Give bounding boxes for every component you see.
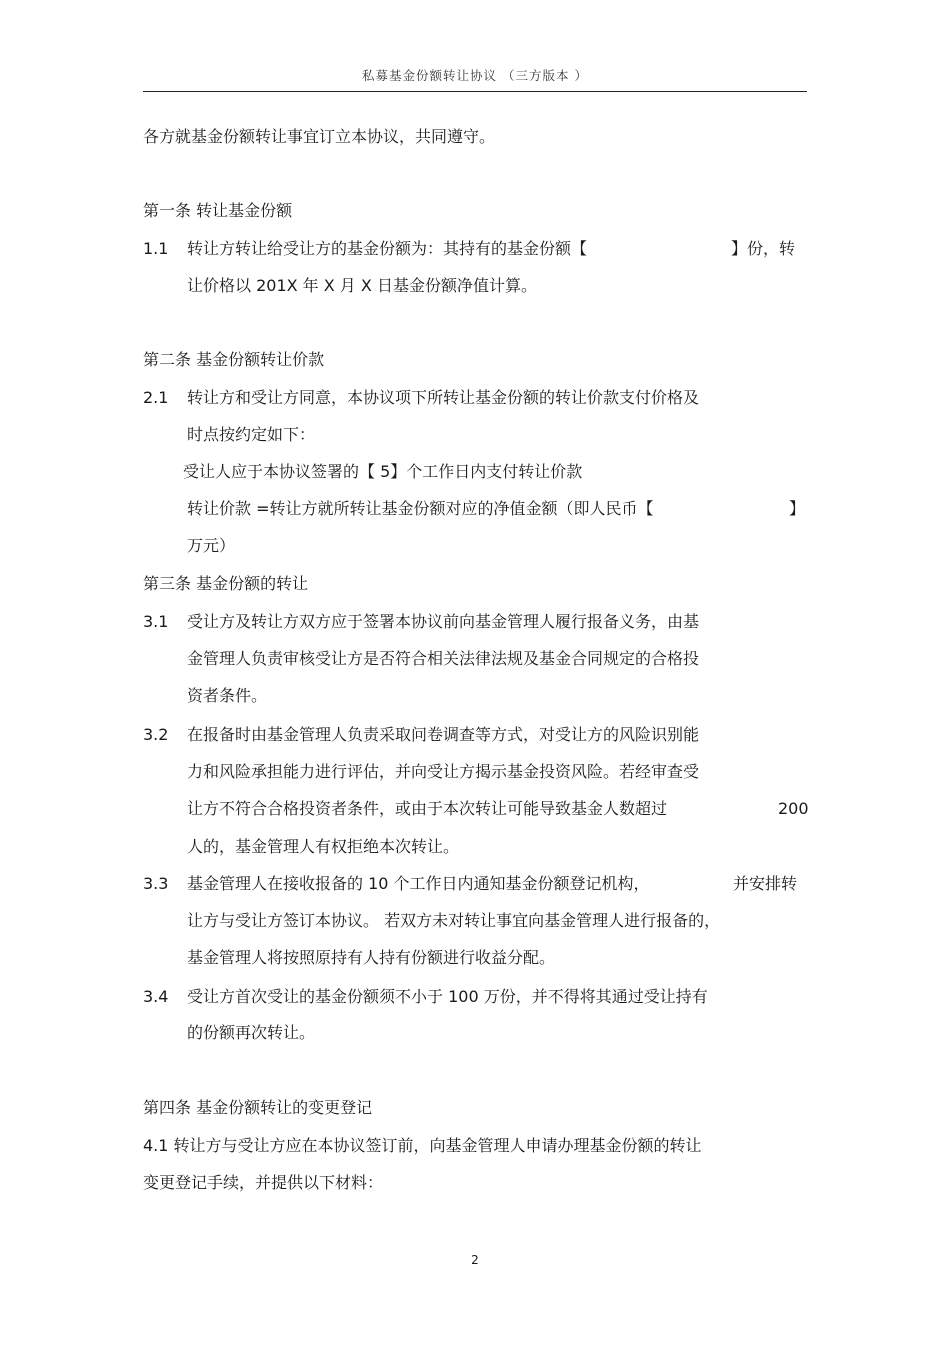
clause-2-1-line-2: 时点按约定如下： <box>187 425 316 444</box>
clause-3-1-line-1: 受让方及转让方双方应于签署本协议前向基金管理人履行报备义务，由基 <box>187 612 700 631</box>
clause-3-4-line-2: 的份额再次转让。 <box>187 1023 316 1042</box>
article-2-title: 第二条 基金份额转让价款 <box>143 350 325 369</box>
clause-3-3-number: 3.3 <box>143 874 169 893</box>
article-3-title: 第三条 基金份额的转让 <box>143 574 309 593</box>
clause-3-1-line-2: 金管理人负责审核受让方是否符合相关法律法规及基金合同规定的合格投 <box>187 649 700 668</box>
clause-3-3-line-3: 基金管理人将按照原持有人持有份额进行收益分配。 <box>187 948 556 967</box>
price-formula-line: 转让价款 =转让方就所转让基金份额对应的净值金额（即人民币【 <box>187 499 654 518</box>
clause-3-2-line-2: 力和风险承担能力进行评估，并向受让方揭示基金投资风险。若经审查受 <box>187 762 700 781</box>
clause-3-1-line-3: 资者条件。 <box>187 686 268 705</box>
clause-1-1-line-1: 转让方转让给受让方的基金份额为：其持有的基金份额【 <box>187 239 588 258</box>
page-number: 2 <box>471 1253 479 1267</box>
clause-3-2-line-4: 人的，基金管理人有权拒绝本次转让。 <box>187 837 460 856</box>
clause-3-3-line-2: 让方与受让方签订本协议。 若双方未对转让事宜向基金管理人进行报备的， <box>187 911 721 930</box>
clause-3-1-number: 3.1 <box>143 612 169 631</box>
price-formula-unit: 万元） <box>187 536 236 555</box>
clause-3-4-line-1: 受让方首次受让的基金份额须不小于 100 万份，并不得将其通过受让持有 <box>187 987 708 1006</box>
clause-1-1-number: 1.1 <box>143 239 169 258</box>
clause-3-3-line-1-end: 并安排转 <box>733 874 798 893</box>
clause-3-2-number: 3.2 <box>143 725 169 744</box>
clause-3-2-line-3: 让方不符合合格投资者条件，或由于本次转让可能导致基金人数超过 <box>187 799 668 818</box>
clause-3-2-line-1: 在报备时由基金管理人负责采取问卷调查等方式，对受让方的风险识别能 <box>187 725 700 744</box>
article-1-title: 第一条 转让基金份额 <box>143 201 293 220</box>
clause-2-1-line-1: 转让方和受让方同意，本协议项下所转让基金份额的转让价款支付价格及 <box>187 388 700 407</box>
clause-1-1-line-1-end: 】份，转 <box>731 239 796 258</box>
intro-paragraph: 各方就基金份额转让事宜订立本协议，共同遵守。 <box>143 127 496 146</box>
clause-3-2-line-3-number: 200 <box>778 799 809 818</box>
article-4-title: 第四条 基金份额转让的变更登记 <box>143 1098 373 1117</box>
running-header: 私募基金份额转让协议 （三方版本 ） <box>362 68 588 83</box>
header-rule <box>143 91 807 92</box>
clause-1-1-line-2: 让价格以 201X 年 X 月 X 日基金份额净值计算。 <box>187 276 537 295</box>
clause-3-3-line-1: 基金管理人在接收报备的 10 个工作日内通知基金份额登记机构， <box>187 874 650 893</box>
payment-deadline-line: 受让人应于本协议签署的【 5】个工作日内支付转让价款 <box>183 462 583 481</box>
price-formula-bracket-end: 】 <box>789 499 806 518</box>
clause-4-1-line-1: 4.1 转让方与受让方应在本协议签订前，向基金管理人申请办理基金份额的转让 <box>143 1136 702 1155</box>
clause-4-1-line-2: 变更登记手续，并提供以下材料： <box>143 1173 384 1192</box>
clause-2-1-number: 2.1 <box>143 388 169 407</box>
clause-3-4-number: 3.4 <box>143 987 169 1006</box>
